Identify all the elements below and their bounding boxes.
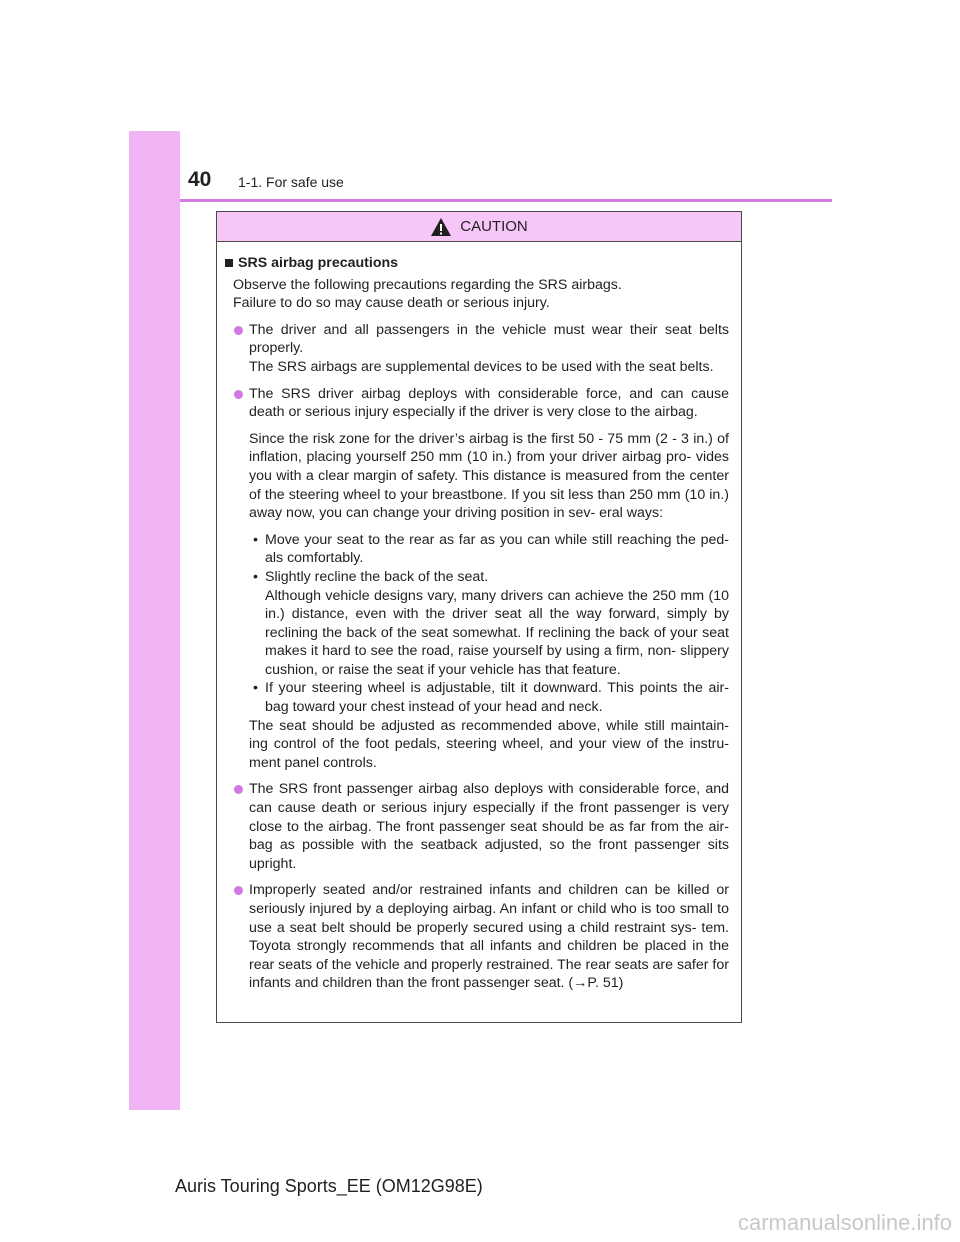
bullet-text: The SRS front passenger airbag also deploys with considerable force, and can cause death or serious injury especially if the front passenger is very close to the airbag. The front passenger seat should be as far from the air- bag as possible with the seatback adjusted, so the front passenger sits upright.: [249, 781, 729, 872]
round-bullet-icon: [234, 390, 243, 399]
side-tab-bar: [129, 131, 180, 1110]
square-bullet-icon: [225, 259, 233, 267]
round-bullet-icon: [234, 326, 243, 335]
risk-zone-paragraph: Since the risk zone for the driver’s airbag is the first 50 - 75 mm (2 - 3 in.) of inflation, placing yourself 250 mm (10 in.) from your driver airbag pro- vides you with a clear margin of safety. This distance is measured from the center of the steering wheel to your breastbone. If you sit less than 250 mm (10 in.) away now, you can change your driving position in sev- eral ways:: [249, 430, 729, 522]
dot-marker: •: [253, 680, 258, 697]
seat-adjust-paragraph: The seat should be adjusted as recommended above, while still maintain- ing control of the foot pedals, steering wheel, and your view of the instru- ment panel controls.: [249, 717, 729, 771]
bullet-seat-belts: [234, 321, 729, 377]
intro-line-2: Failure to do so may cause death or serious injury.: [233, 295, 550, 312]
sub-item-text: If your steering wheel is adjustable, tilt it downward. This points the air- bag toward your chest instead of your head and neck.: [265, 680, 729, 716]
sub-item-detail: Although vehicle designs vary, many drivers can achieve the 250 mm (10 in.) distance, even with the driver seat all the way forward, simply by reclining the back of the seat somewhat. If reclining the back of your seat makes it hard to see the road, raise yourself by using a firm, non- slippery cushion, or raise the seat if your vehicle has that feature.: [265, 587, 729, 678]
header-rule: [180, 199, 832, 202]
bullet-text: The driver and all passengers in the vehicle must wear their seat belts properly.: [249, 321, 729, 357]
bullet-children: [234, 881, 729, 993]
sub-item-text: Move your seat to the rear as far as you can while still reaching the ped- als comfortably.: [265, 531, 729, 567]
intro-text: [233, 276, 729, 313]
dot-marker: •: [253, 531, 258, 548]
caution-heading: [225, 254, 741, 273]
caution-header: [217, 212, 741, 242]
sub-item-text: Slightly recline the back of the seat.: [265, 568, 489, 585]
bullet-text: The SRS airbags are supplemental devices to be used with the seat belts.: [249, 358, 714, 375]
dot-marker: •: [253, 568, 258, 585]
sub-item-move-seat: [253, 531, 729, 568]
round-bullet-icon: [234, 785, 243, 794]
footer-model-code: Auris Touring Sports_EE (OM12G98E): [175, 1176, 483, 1196]
caution-content: [217, 242, 741, 993]
caution-title: CAUTION: [460, 218, 528, 235]
sub-item-recline: [253, 568, 729, 587]
watermark: carmanualsonline.info: [737, 1210, 952, 1235]
round-bullet-icon: [234, 886, 243, 895]
caution-box: [216, 211, 742, 1023]
heading-text: SRS airbag precautions: [238, 255, 399, 271]
bullet-text: The SRS driver airbag deploys with considerable force, and can cause death or serious injury especially if the driver is very close to the airbag.: [249, 385, 729, 421]
sub-item-steering: [253, 679, 729, 716]
bullet-driver-airbag: [234, 385, 729, 422]
bullet-passenger-airbag: [234, 780, 729, 873]
intro-line-1: Observe the following precautions regarding the SRS airbags.: [233, 276, 622, 293]
section-title: 1-1. For safe use: [238, 174, 344, 190]
warning-triangle-icon: [430, 217, 452, 237]
bullet-text: Improperly seated and/or restrained infants and children can be killed or seriously injured by a deploying airbag. An infant or child who is too small to use a seat belt should be properly secured using a child restraint sys- tem. Toyota strongly recommends that all infants and children be placed in the rear seats of the vehicle and properly restrained. The rear seats are safer for infants and children than the front passenger seat. (→P. 51): [249, 882, 729, 992]
page-number: 40: [188, 168, 212, 191]
